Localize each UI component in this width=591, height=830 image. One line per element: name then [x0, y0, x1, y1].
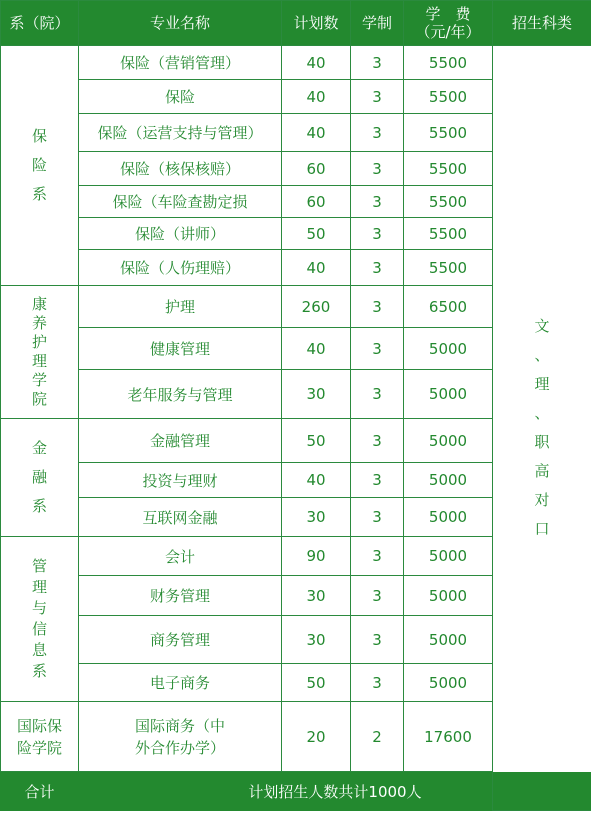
header-fee-line2: （元/年）: [415, 23, 481, 41]
major-cell: 保险（核保核赔）: [79, 152, 282, 186]
dept-name-char: 理: [31, 352, 47, 370]
subjects-char: 口: [534, 520, 550, 538]
years-cell: 3: [351, 576, 404, 616]
dept-name-char: 险: [31, 156, 47, 174]
dept-name-char: 系: [31, 662, 47, 680]
header-years: 学制: [351, 1, 404, 46]
dept-name-char: 管: [31, 557, 47, 575]
fee-cell: 5000: [404, 370, 493, 419]
major-cell: 互联网金融: [79, 498, 282, 537]
major-cell: 健康管理: [79, 328, 282, 370]
plan-cell: 60: [282, 186, 351, 218]
years-cell: 2: [351, 702, 404, 772]
fee-cell: 5500: [404, 46, 493, 80]
total-label: 合计: [1, 772, 79, 811]
years-cell: 3: [351, 114, 404, 152]
plan-cell: 40: [282, 328, 351, 370]
header-fee: [404, 1, 493, 46]
plan-cell: 30: [282, 498, 351, 537]
fee-cell: 5000: [404, 537, 493, 576]
major-cell: 财务管理: [79, 576, 282, 616]
years-cell: 3: [351, 328, 404, 370]
plan-cell: 30: [282, 576, 351, 616]
major-cell: 保险（运营支持与管理）: [79, 114, 282, 152]
fee-cell: 5500: [404, 80, 493, 114]
fee-cell: 5000: [404, 463, 493, 498]
major-cell: 会计: [79, 537, 282, 576]
years-cell: 3: [351, 218, 404, 250]
dept-name-line: 险学院: [16, 738, 62, 757]
years-cell: 3: [351, 152, 404, 186]
major-cell: 老年服务与管理: [79, 370, 282, 419]
header-dept: 系（院）: [1, 1, 79, 46]
major-line: 外合作办学）: [134, 738, 225, 757]
subjects-char: 高: [534, 462, 550, 480]
dept-cell-international: [1, 702, 79, 772]
years-cell: 3: [351, 80, 404, 114]
dept-name-line: 国际保: [16, 716, 62, 735]
major-cell: 投资与理财: [79, 463, 282, 498]
plan-cell: 50: [282, 218, 351, 250]
subjects-cell: [493, 46, 591, 811]
fee-cell: 5500: [404, 218, 493, 250]
plan-cell: 60: [282, 152, 351, 186]
major-cell: 保险（营销管理）: [79, 46, 282, 80]
plan-cell: 90: [282, 537, 351, 576]
header-row: [1, 1, 591, 46]
dept-name-char: 金: [31, 439, 47, 457]
fee-cell: 5000: [404, 328, 493, 370]
dept-name-char: 保: [31, 127, 47, 145]
dept-cell-finance: [1, 419, 79, 537]
plan-cell: 50: [282, 664, 351, 702]
subjects-char: 职: [534, 433, 550, 451]
plan-cell: 20: [282, 702, 351, 772]
years-cell: 3: [351, 537, 404, 576]
header-major: 专业名称: [79, 1, 282, 46]
plan-cell: 40: [282, 114, 351, 152]
major-cell: 护理: [79, 286, 282, 328]
plan-cell: 40: [282, 80, 351, 114]
plan-cell: 260: [282, 286, 351, 328]
plan-cell: 40: [282, 463, 351, 498]
subjects-char: 、: [534, 346, 550, 364]
dept-name-char: 息: [31, 641, 47, 659]
years-cell: 3: [351, 286, 404, 328]
major-cell: 保险（讲师）: [79, 218, 282, 250]
fee-cell: 5000: [404, 616, 493, 664]
fee-cell: 5500: [404, 250, 493, 286]
dept-name-char: 护: [31, 333, 47, 351]
dept-name-char: 信: [31, 620, 47, 638]
major-cell: [79, 702, 282, 772]
fee-cell: 5500: [404, 186, 493, 218]
fee-cell: 5000: [404, 664, 493, 702]
dept-name-char: 系: [31, 185, 47, 203]
fee-cell: 5500: [404, 152, 493, 186]
major-cell: 电子商务: [79, 664, 282, 702]
subjects-char: 对: [534, 491, 550, 509]
major-cell: 金融管理: [79, 419, 282, 463]
major-cell: 保险: [79, 80, 282, 114]
total-summary: 计划招生人数共计1000人: [79, 772, 591, 811]
fee-cell: 5000: [404, 498, 493, 537]
dept-name-char: 院: [31, 390, 47, 408]
years-cell: 3: [351, 46, 404, 80]
years-cell: 3: [351, 463, 404, 498]
major-cell: 保险（车险查勘定损: [79, 186, 282, 218]
fee-cell: 5000: [404, 576, 493, 616]
table-row: [1, 46, 591, 80]
plan-cell: 30: [282, 370, 351, 419]
plan-cell: 50: [282, 419, 351, 463]
dept-name-char: 系: [31, 497, 47, 515]
dept-name-char: 康: [31, 295, 47, 313]
years-cell: 3: [351, 250, 404, 286]
dept-name-char: 养: [31, 314, 47, 332]
dept-cell-management-info: [1, 537, 79, 702]
years-cell: 3: [351, 664, 404, 702]
subjects-char: 理: [534, 375, 550, 393]
dept-name-char: 学: [31, 371, 47, 389]
subjects-char: 文: [534, 317, 550, 335]
dept-cell-health-care: [1, 286, 79, 419]
years-cell: 3: [351, 186, 404, 218]
years-cell: 3: [351, 419, 404, 463]
major-cell: 商务管理: [79, 616, 282, 664]
fee-cell: 5500: [404, 114, 493, 152]
major-line: 国际商务（中: [134, 716, 225, 735]
fee-cell: 6500: [404, 286, 493, 328]
dept-name-char: 理: [31, 578, 47, 596]
total-row: [1, 772, 591, 811]
dept-cell-insurance: [1, 46, 79, 286]
years-cell: 3: [351, 498, 404, 537]
years-cell: 3: [351, 370, 404, 419]
major-cell: 保险（人伤理赔）: [79, 250, 282, 286]
fee-cell: 5000: [404, 419, 493, 463]
header-plan: 计划数: [282, 1, 351, 46]
plan-cell: 40: [282, 46, 351, 80]
header-fee-line1: 学 费: [425, 5, 471, 23]
plan-cell: 40: [282, 250, 351, 286]
fee-cell: 17600: [404, 702, 493, 772]
years-cell: 3: [351, 616, 404, 664]
dept-name-char: 融: [31, 468, 47, 486]
header-subjects: 招生科类: [493, 1, 591, 46]
dept-name-char: 与: [31, 599, 47, 617]
subjects-char: 、: [534, 404, 550, 422]
plan-cell: 30: [282, 616, 351, 664]
